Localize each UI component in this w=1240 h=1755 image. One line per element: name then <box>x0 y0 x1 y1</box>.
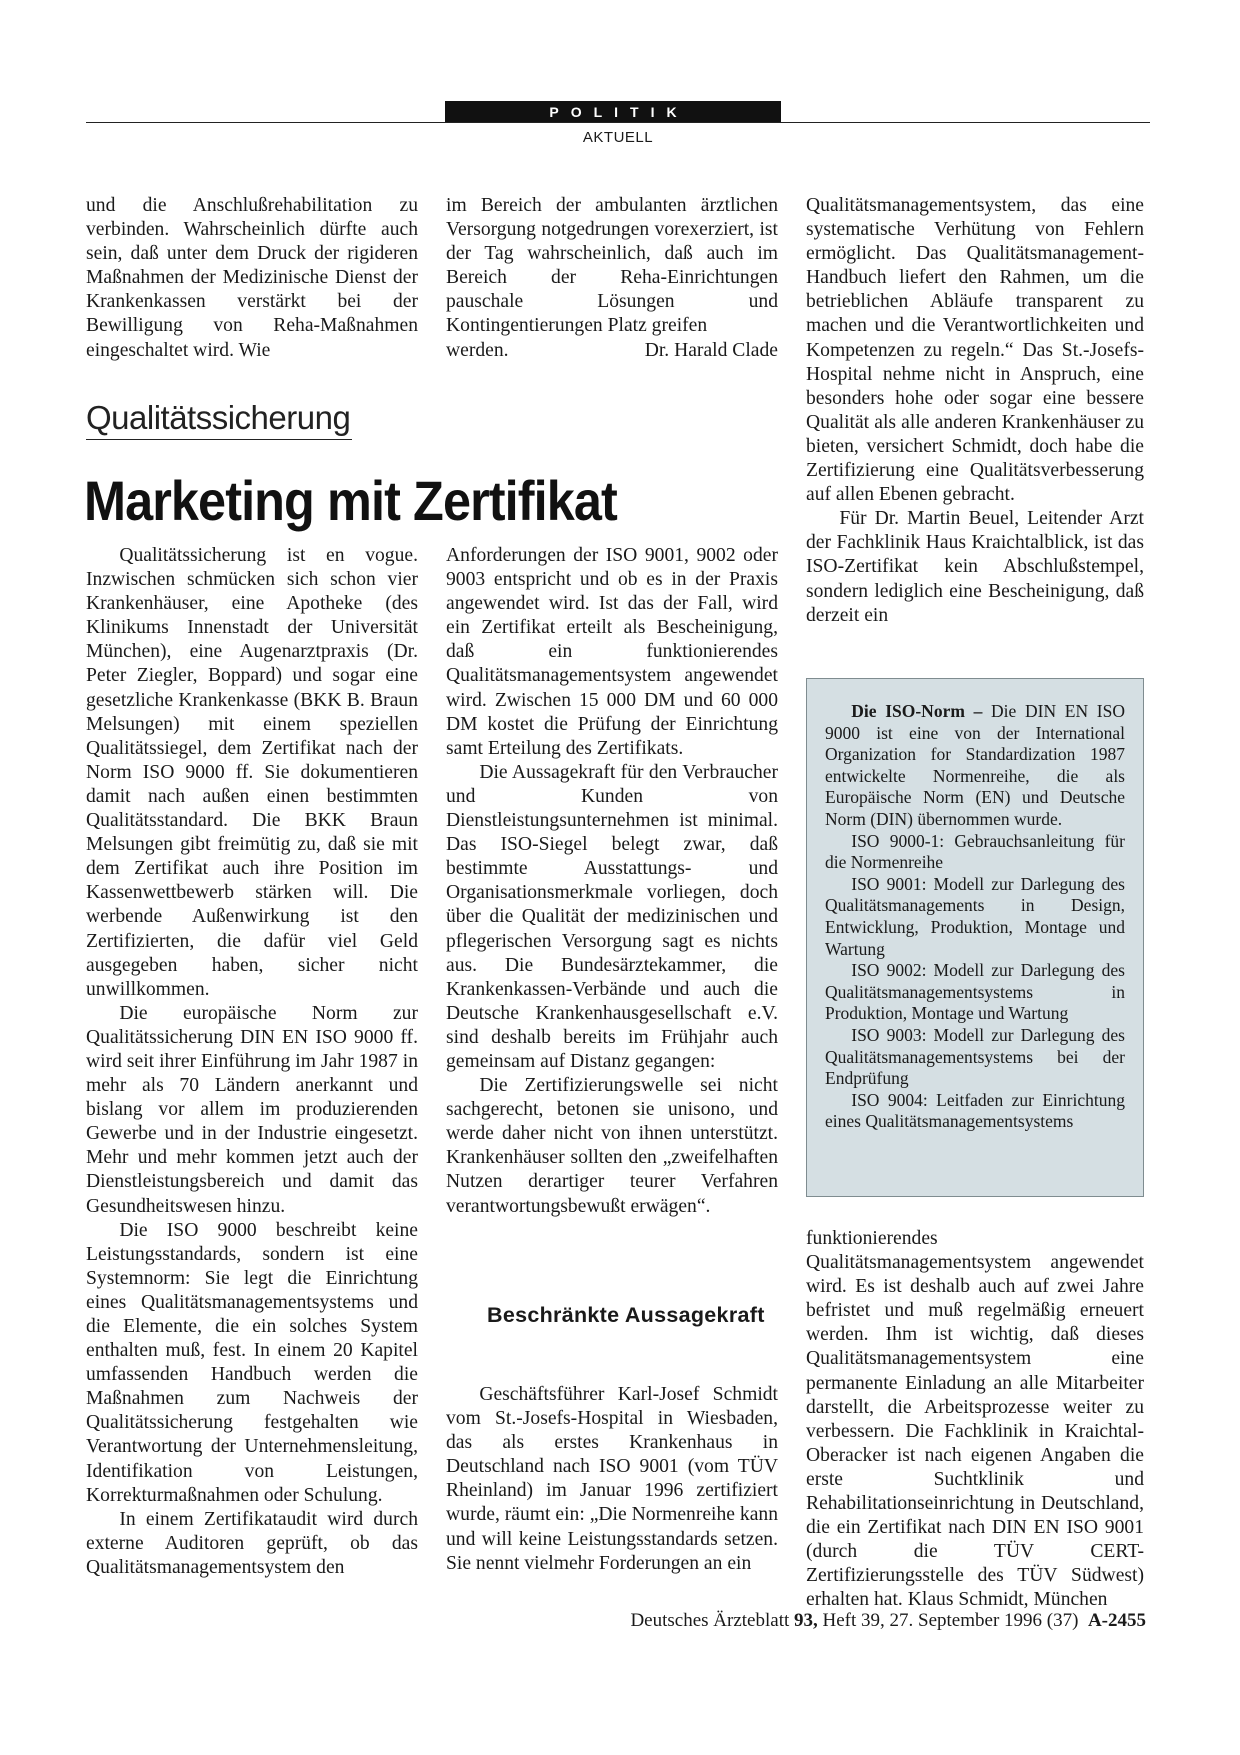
iso-box-item: ISO 9002: Modell zur Darlegung des Qualitätsmanagementsystems in Produktion, Montage und Wartung <box>825 960 1125 1024</box>
article-col3-closing-text: funktionierendes Qualitätsmanagementsystem angewendet wird. Es ist deshalb auch auf zwei Jahre befristet und muß regelmäßig erneuert werden. Ihm ist wichtig, daß dieses Qualitätsmanagementsystem eine permanente Einladung an alle Mitarbeiter darstellt, die Arbeitsprozesse weiter zu verbessern. Die Fachklinik in Kraichtal-Oberacker ist nach eigenen Angaben die erste Suchtklinik und Rehabilitationseinrichtung in Deutschland, die ein Zertifikat nach DIN EN ISO 9001 (durch die TÜV CERT-Zertifizierungsstelle des TÜV Südwest) erhalten hat. <box>806 1228 1144 1611</box>
paragraph: Die Aussagekraft für den Verbraucher und Kunden von Dienstleistungsunternehmen ist minimal. Das ISO-Siegel belegt zwar, daß bestimmte Ausstattungs- und Organisationsmerkmale vorliegen, doch über die Qualität der medizinischen und pflegerischen Versorgung sagt es nichts aus. Die Bundesärztekammer, die Krankenkassen-Verbände und auch die Deutsche Krankenhausgesellschaft e.V. sind deshalb bereits im Frühjahr auch gemeinsam auf Distanz gegangen: <box>446 761 778 1072</box>
prev-article-text-2: im Bereich der ambulanten ärztlichen Versorgung notgedrungen vorexerziert, ist der Tag wahrscheinlich, daß auch im Bereich der Reha-Einrichtungen pauschale Lösungen und Kontingentierungen Platz greifen <box>446 195 778 337</box>
prev-article-text-1: und die Anschlußrehabilitation zu verbinden. Wahrscheinlich dürfte auch sein, daß unter dem Druck der rigideren Maßnahmen der Medizinische Dienst der Krankenkassen verstärkt bei der Bewilligung von Reha-Maßnahmen eingeschaltet wird. Wie <box>86 195 418 361</box>
article-col2-continued <box>446 1383 778 1576</box>
paragraph: Die europäische Norm zur Qualitätssicherung DIN EN ISO 9000 ff. wird seit ihrer Einführung im Jahr 1987 in mehr als 70 Ländern anerkannt und bislang vor allem im produzierenden Gewerbe und in der Industrie eingesetzt. Mehr und mehr kommen jetzt auch der Dienstleistungsbereich und damit das Gesundheitswesen hinzu. <box>86 1002 418 1217</box>
iso-box-intro <box>825 701 1125 831</box>
page-footer <box>86 1610 1146 1632</box>
article-subhead: Beschränkte Aussagekraft <box>487 1303 765 1327</box>
prev-article-signoff <box>446 339 778 363</box>
prev-article-col2 <box>446 194 778 363</box>
paragraph: Die ISO 9000 beschreibt keine Leistungsstandards, sondern ist eine Systemnorm: Sie legt die Einrichtung eines Qualitätsmanagementsystems und die Elemente, die ein solches System enthalten muß, fest. In einem 20 Kapitel umfassenden Handbuch werden die Maßnahmen zum Nachweis der Qualitätssicherung festgehalten wie Verantwortung der Unternehmensleitung, Identifikation von Leistungen, Korrekturmaßnahmen oder Schulung. <box>86 1219 418 1506</box>
article-kicker: Qualitätssicherung <box>86 397 352 440</box>
article-author: Klaus Schmidt, München <box>907 1589 1108 1611</box>
paragraph: Geschäftsführer Karl-Josef Schmidt vom St.-Josefs-Hospital in Wiesbaden, das als erstes Krankenhaus in Deutschland nach ISO 9001 (vom TÜV Rheinland) im Januar 1996 zertifiziert wurde, räumt ein: „Die Normenreihe kann und will keine Leistungsstandards setzen. Sie nennt vielmehr Forderungen an ein <box>446 1384 778 1574</box>
iso-box-title: Die ISO-Norm – <box>851 701 983 721</box>
section-label: POLITIK <box>445 101 781 123</box>
iso-box-intro-text: Die DIN EN ISO 9000 ist eine von der International Organization for Standardization 1987 entwickelte Normenreihe, die als Europäische Norm (EN) und Deutsche Norm (DIN) übernommen wurde. <box>825 701 1125 829</box>
article-col3-top <box>806 194 1144 628</box>
article-col1 <box>86 544 418 1580</box>
prev-article-author: Dr. Harald Clade <box>644 339 778 361</box>
subsection-label: AKTUELL <box>582 129 654 146</box>
iso-box-item: ISO 9001: Modell zur Darlegung des Qualitätsmanagements in Design, Entwicklung, Produktion, Montage und Wartung <box>825 873 1125 959</box>
article-col3-bottom <box>806 1227 1144 1613</box>
footer-issue: Heft 39, 27. September 1996 (37) <box>822 1610 1079 1631</box>
paragraph: Qualitätssicherung ist en vogue. Inzwischen schmücken sich schon vier Krankenhäuser, eine Apotheke (des Klinikums Innenstadt der Universität München), eine Augenarztpraxis (Dr. Peter Ziegler, Boppard) und sogar eine gesetzliche Krankenkasse (BKK B. Braun Melsungen) mit einem speziellen Qualitätssiegel, dem Zertifikat nach der Norm ISO 9000 ff. Sie dokumentieren damit nach außen einen bestimmten Qualitätsstandard. Die BKK Braun Melsungen gibt freimütig zu, daß sie mit dem Zertifikat auch ihre Position im Kassenwettbewerb stärken will. Die werbende Außenwirkung ist den Zertifizierten, die dafür viel Geld ausgegeben haben, sicher nicht unwillkommen. <box>86 545 418 1000</box>
iso-box-item: ISO 9003: Modell zur Darlegung des Qualitätsmanagementsystems bei der Endprüfung <box>825 1024 1125 1089</box>
footer-page-number: A-2455 <box>1087 1610 1146 1631</box>
paragraph <box>806 1227 1144 1613</box>
article-headline: Marketing mit Zertifikat <box>84 469 617 532</box>
header-rule <box>86 122 1150 123</box>
article-col2 <box>446 544 778 1219</box>
paragraph: In einem Zertifikataudit wird durch externe Auditoren geprüft, ob das Qualitätsmanagementsystem den <box>86 1508 418 1578</box>
paragraph: Anforderungen der ISO 9001, 9002 oder 9003 entspricht und ob es in der Praxis angewendet wird. Ist das der Fall, wird ein Zertifikat erteilt als Bescheinigung, daß ein funktionierendes Qualitätsmanagementsystem angewendet wird. Zwischen 15 000 DM und 60 000 DM kostet die Prüfung der Einrichtung samt Erteilung des Zertifikats. <box>446 545 778 759</box>
prev-article-col1 <box>86 194 418 363</box>
paragraph: Für Dr. Martin Beuel, Leitender Arzt der Fachklinik Haus Kraichtalblick, ist das ISO-Zertifikat kein Abschlußstempel, sondern lediglich eine Bescheinigung, daß derzeit ein <box>806 508 1144 626</box>
iso-box-item: ISO 9004: Leitfaden zur Einrichtung eines Qualitätsmanagementsystems <box>825 1089 1125 1132</box>
footer-volume: 93, <box>794 1610 818 1631</box>
paragraph: Qualitätsmanagementsystem, das eine systematische Verhütung von Fehlern ermöglicht. Das Qualitätsmanagement-Handbuch liefert den Rahmen, um die betrieblichen Abläufe transparent zu machen und die Verantwortlichkeiten und Kompetenzen zu regeln.“ Das St.-Josefs-Hospital nehme nicht in Anspruch, eine besonders hohe oder sogar eine bessere Qualität als alle anderen Krankenhäuser zu bieten, versichert Schmidt, doch habe die Zertifizierung eine Qualitätsverbesserung auf allen Ebenen gebracht. <box>806 195 1144 506</box>
iso-info-box <box>806 678 1144 1197</box>
paragraph: Die Zertifizierungswelle sei nicht sachgerecht, betonen sie unisono, und werde daher nicht von ihnen unterstützt. Krankenhäuser sollten den „zweifelhaften Nutzen derartiger teurer Verfahren verantwortungsbewußt erwägen“. <box>446 1075 778 1217</box>
prev-article-last-word: werden. <box>446 339 509 361</box>
iso-box-item: ISO 9000-1: Gebrauchsanleitung für die Normenreihe <box>825 830 1125 873</box>
footer-journal: Deutsches Ärzteblatt <box>630 1610 790 1631</box>
